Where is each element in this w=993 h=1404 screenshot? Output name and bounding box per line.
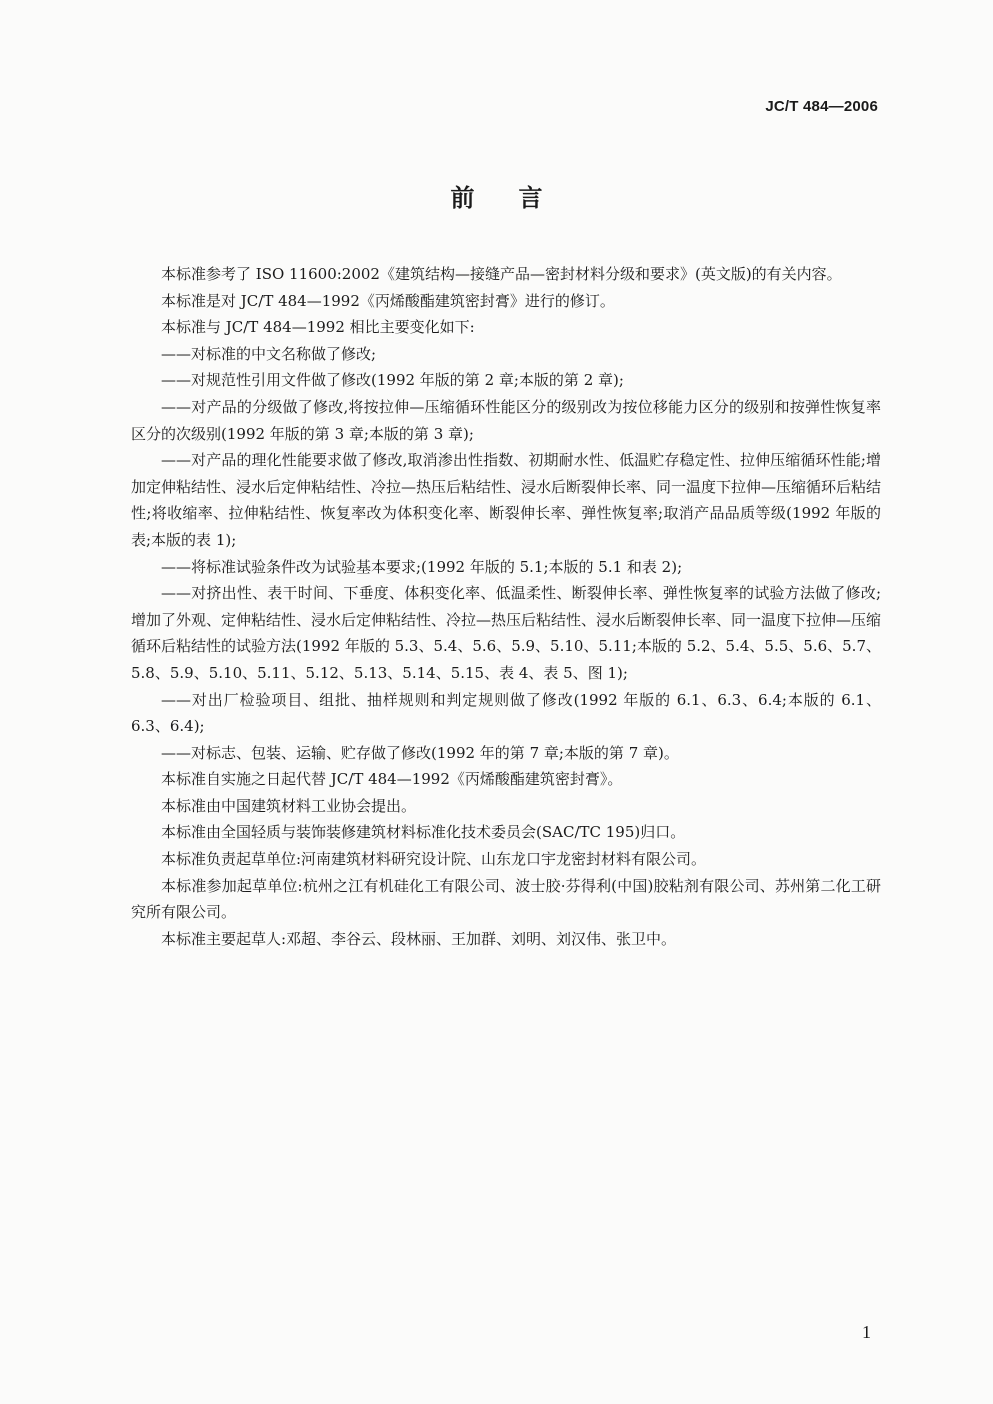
paragraph: 本标准参考了 ISO 11600:2002《建筑结构—接缝产品—密封材料分级和要求》(英文版)的有关内容。	[161, 265, 842, 283]
list-item: ——将标准试验条件改为试验基本要求;(1992 年版的 5.1;本版的 5.1 和表 2);	[161, 557, 683, 576]
list-item: ——对产品的理化性能要求做了修改,取消渗出性指数、初期耐水性、低温贮存稳定性、拉伸压缩循环性能;增加定伸粘结性、浸水后定伸粘结性、冷拉—热压后粘结性、浸水后断裂伸长率、同一温度下拉伸—压缩循环后粘结性;将收缩率、拉伸粘结性、恢复率改为体积变化率、断裂伸长率、弹性恢复率;取消产品品质等级(1992 年版的表;本版的表 1);	[131, 451, 882, 549]
page-title: 前言	[450, 184, 587, 212]
paragraph: 本标准自实施之日起代替 JC/T 484—1992《丙烯酸酯建筑密封膏》。	[161, 770, 623, 789]
list-item: ——对标准的中文名称做了修改;	[161, 344, 377, 363]
foreword-body	[131, 261, 881, 952]
list-item: ——对挤出性、表干时间、下垂度、体积变化率、低温柔性、断裂伸长率、弹性恢复率的试验方法做了修改;增加了外观、定伸粘结性、浸水后定伸粘结性、冷拉—热压后粘结性、浸水后断裂伸长率、同一温度下拉伸—压缩循环后粘结性的试验方法(1992 年版的 5.3、5.4、5.6、5.9、5.10、5.11;本版的 5.2、5.4、5.5、5.6、5.7、5.8、5.9、5.10、5.11、5.12、5.13、5.14、5.15、表 4、表 5、图 1);	[131, 584, 882, 682]
list-item: ——对规范性引用文件做了修改(1992 年版的第 2 章;本版的第 2 章);	[161, 371, 624, 390]
standard-code: JC/T 484—2006	[765, 98, 878, 115]
page-number: 1	[862, 1322, 871, 1342]
paragraph: 本标准参加起草单位:杭州之江有机硅化工有限公司、波士胶·芬得利(中国)胶粘剂有限公司、苏州第二化工研究所有限公司。	[131, 876, 881, 922]
list-item: ——对出厂检验项目、组批、抽样规则和判定规则做了修改(1992 年版的 6.1、6.3、6.4;本版的 6.1、6.3、6.4);	[131, 690, 881, 736]
list-item: ——对产品的分级做了修改,将按拉伸—压缩循环性能区分的级别改为按位移能力区分的级别和按弹性恢复率区分的次级别(1992 年版的第 3 章;本版的第 3 章);	[131, 397, 881, 443]
list-item: ——对标志、包装、运输、贮存做了修改(1992 年的第 7 章;本版的第 7 章)。	[161, 743, 679, 762]
paragraph: 本标准负责起草单位:河南建筑材料研究设计院、山东龙口宇龙密封材料有限公司。	[161, 850, 707, 869]
paragraph: 本标准主要起草人:邓超、李谷云、段林丽、王加群、刘明、刘汉伟、张卫中。	[161, 929, 677, 948]
paragraph: 本标准与 JC/T 484—1992 相比主要变化如下:	[161, 318, 475, 337]
paragraph: 本标准是对 JC/T 484—1992《丙烯酸酯建筑密封膏》进行的修订。	[161, 291, 615, 310]
paragraph: 本标准由全国轻质与装饰装修建筑材料标准化技术委员会(SAC/TC 195)归口。	[161, 823, 686, 842]
paragraph: 本标准由中国建筑材料工业协会提出。	[161, 796, 417, 815]
